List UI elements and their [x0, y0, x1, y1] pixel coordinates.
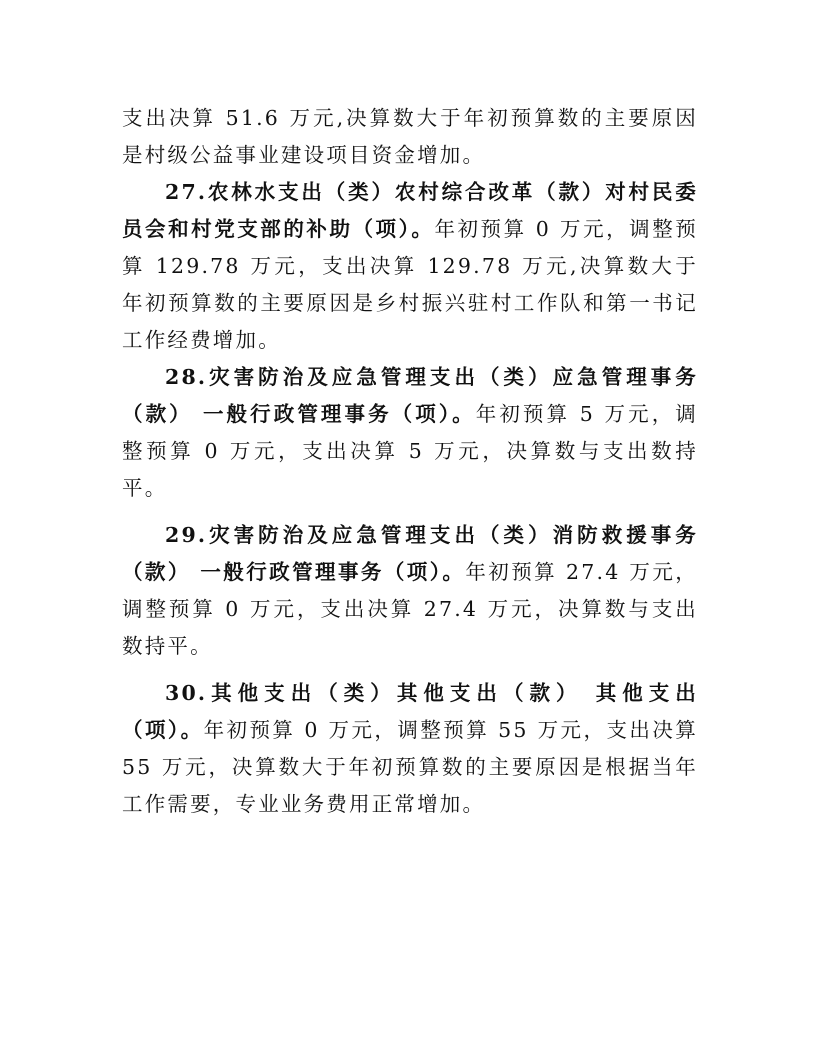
paragraph-continued [122, 100, 698, 174]
paragraph-body: 年初预算 0 万元，调整预算 55 万元，支出决算 55 万元，决算数大于年初预算数的主要原因是根据当年工作需要，专业业务费用正常增加。 [122, 718, 698, 816]
paragraph-item-30 [122, 675, 698, 823]
paragraph-heading: 27.农林水支出（类）农村综合改革（款）对村民委员会和村党支部的补助（项）。 [122, 180, 698, 241]
paragraph-item-28 [122, 359, 698, 507]
paragraph-body: 年初预算 5 万元，调整预算 0 万元，支出决算 5 万元，决算数与支出数持平。 [122, 402, 698, 500]
paragraph-item-29 [122, 517, 698, 665]
paragraph-body: 支出决算 51.6 万元,决算数大于年初预算数的主要原因是村级公益事业建设项目资金增加。 [122, 106, 698, 167]
paragraph-heading: 28.灾害防治及应急管理支出（类）应急管理事务（款） 一般行政管理事务（项）。 [122, 365, 698, 426]
paragraph-body: 年初预算 0 万元，调整预算 129.78 万元，支出决算 129.78 万元,决算数大于年初预算数的主要原因是乡村振兴驻村工作队和第一书记工作经费增加。 [122, 217, 698, 352]
paragraph-body: 年初预算 27.4 万元，调整预算 0 万元，支出决算 27.4 万元，决算数与支出数持平。 [122, 560, 698, 658]
paragraph-heading: 29.灾害防治及应急管理支出（类）消防救援事务（款） 一般行政管理事务（项）。 [122, 523, 698, 584]
paragraph-heading: 30.其他支出（类）其他支出（款） 其他支出（项）。 [122, 681, 698, 742]
paragraph-item-27 [122, 174, 698, 359]
